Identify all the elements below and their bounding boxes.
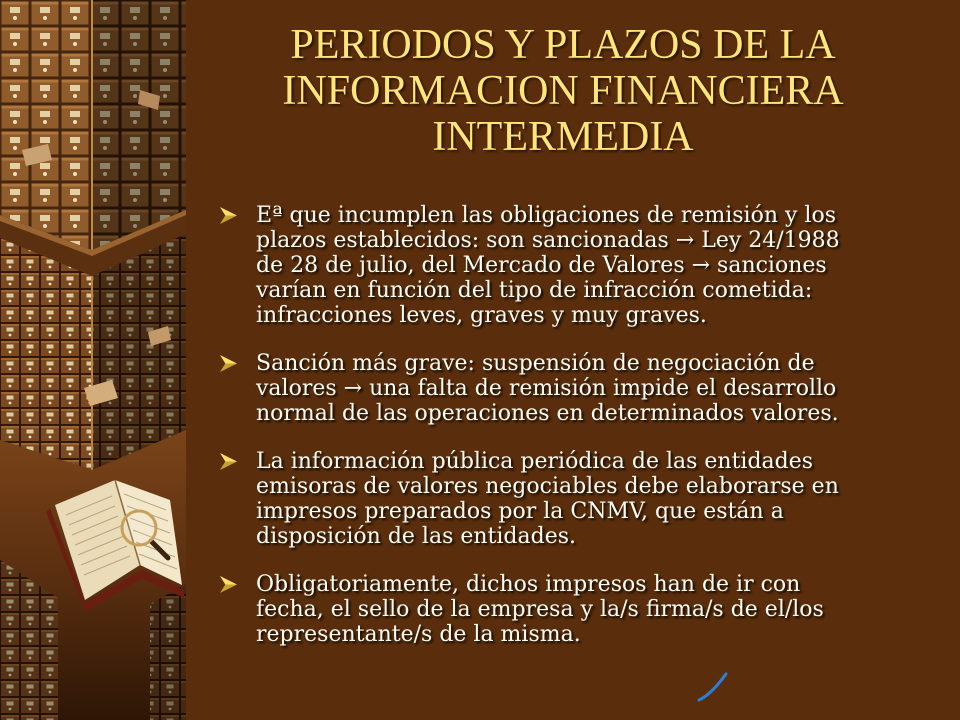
bullet-line: Sanción más grave: suspensión de negociación de bbox=[256, 351, 815, 376]
arrowhead-bullet-icon bbox=[220, 453, 237, 470]
bullet-list bbox=[220, 203, 940, 670]
bullet-line: Eª que incumplen las obligaciones de remisión y los bbox=[256, 203, 836, 228]
drawer-tower-upper bbox=[0, 0, 186, 250]
card-catalog-photo bbox=[0, 0, 186, 720]
bullet-line: impresos preparados por la CNMV, que están a bbox=[256, 499, 784, 524]
blue-swoosh-icon bbox=[696, 671, 730, 703]
bullet-item bbox=[220, 449, 940, 549]
title-line: INTERMEDIA bbox=[432, 114, 694, 160]
bullet-item bbox=[220, 351, 940, 426]
bullet-line: varían en función del tipo de infracción cometida: bbox=[256, 278, 813, 303]
bullet-line: plazos establecidos: son sancionadas → Ley 24/1988 bbox=[256, 228, 840, 253]
bullet-item bbox=[220, 572, 940, 647]
bullet-line: emisoras de valores negociables debe elaborarse en bbox=[256, 474, 839, 499]
arrowhead-bullet-icon bbox=[220, 576, 237, 593]
bullet-line: Obligatoriamente, dichos impresos han de ir con bbox=[256, 572, 801, 597]
title-line: PERIODOS Y PLAZOS DE LA bbox=[290, 22, 836, 68]
bullet-item bbox=[220, 203, 940, 328]
bullet-line: normal de las operaciones en determinados valores. bbox=[256, 401, 839, 426]
bullet-line: de 28 de julio, del Mercado de Valores → sanciones bbox=[256, 253, 827, 278]
bullet-line: infracciones leves, graves y muy graves. bbox=[256, 303, 707, 328]
bullet-line: representante/s de la misma. bbox=[256, 622, 581, 647]
arrowhead-bullet-icon bbox=[220, 207, 237, 224]
arrowhead-bullet-icon bbox=[220, 355, 237, 372]
bullet-line: valores → una falta de remisión impide el desarrollo bbox=[256, 376, 837, 401]
bullet-line: La información pública periódica de las entidades bbox=[256, 449, 814, 474]
bullet-line: fecha, el sello de la empresa y la/s firma/s de el/los bbox=[256, 597, 824, 622]
title-line: INFORMACION FINANCIERA bbox=[282, 68, 844, 114]
bullet-line: disposición de las entidades. bbox=[256, 524, 577, 549]
slide-title bbox=[190, 22, 936, 160]
